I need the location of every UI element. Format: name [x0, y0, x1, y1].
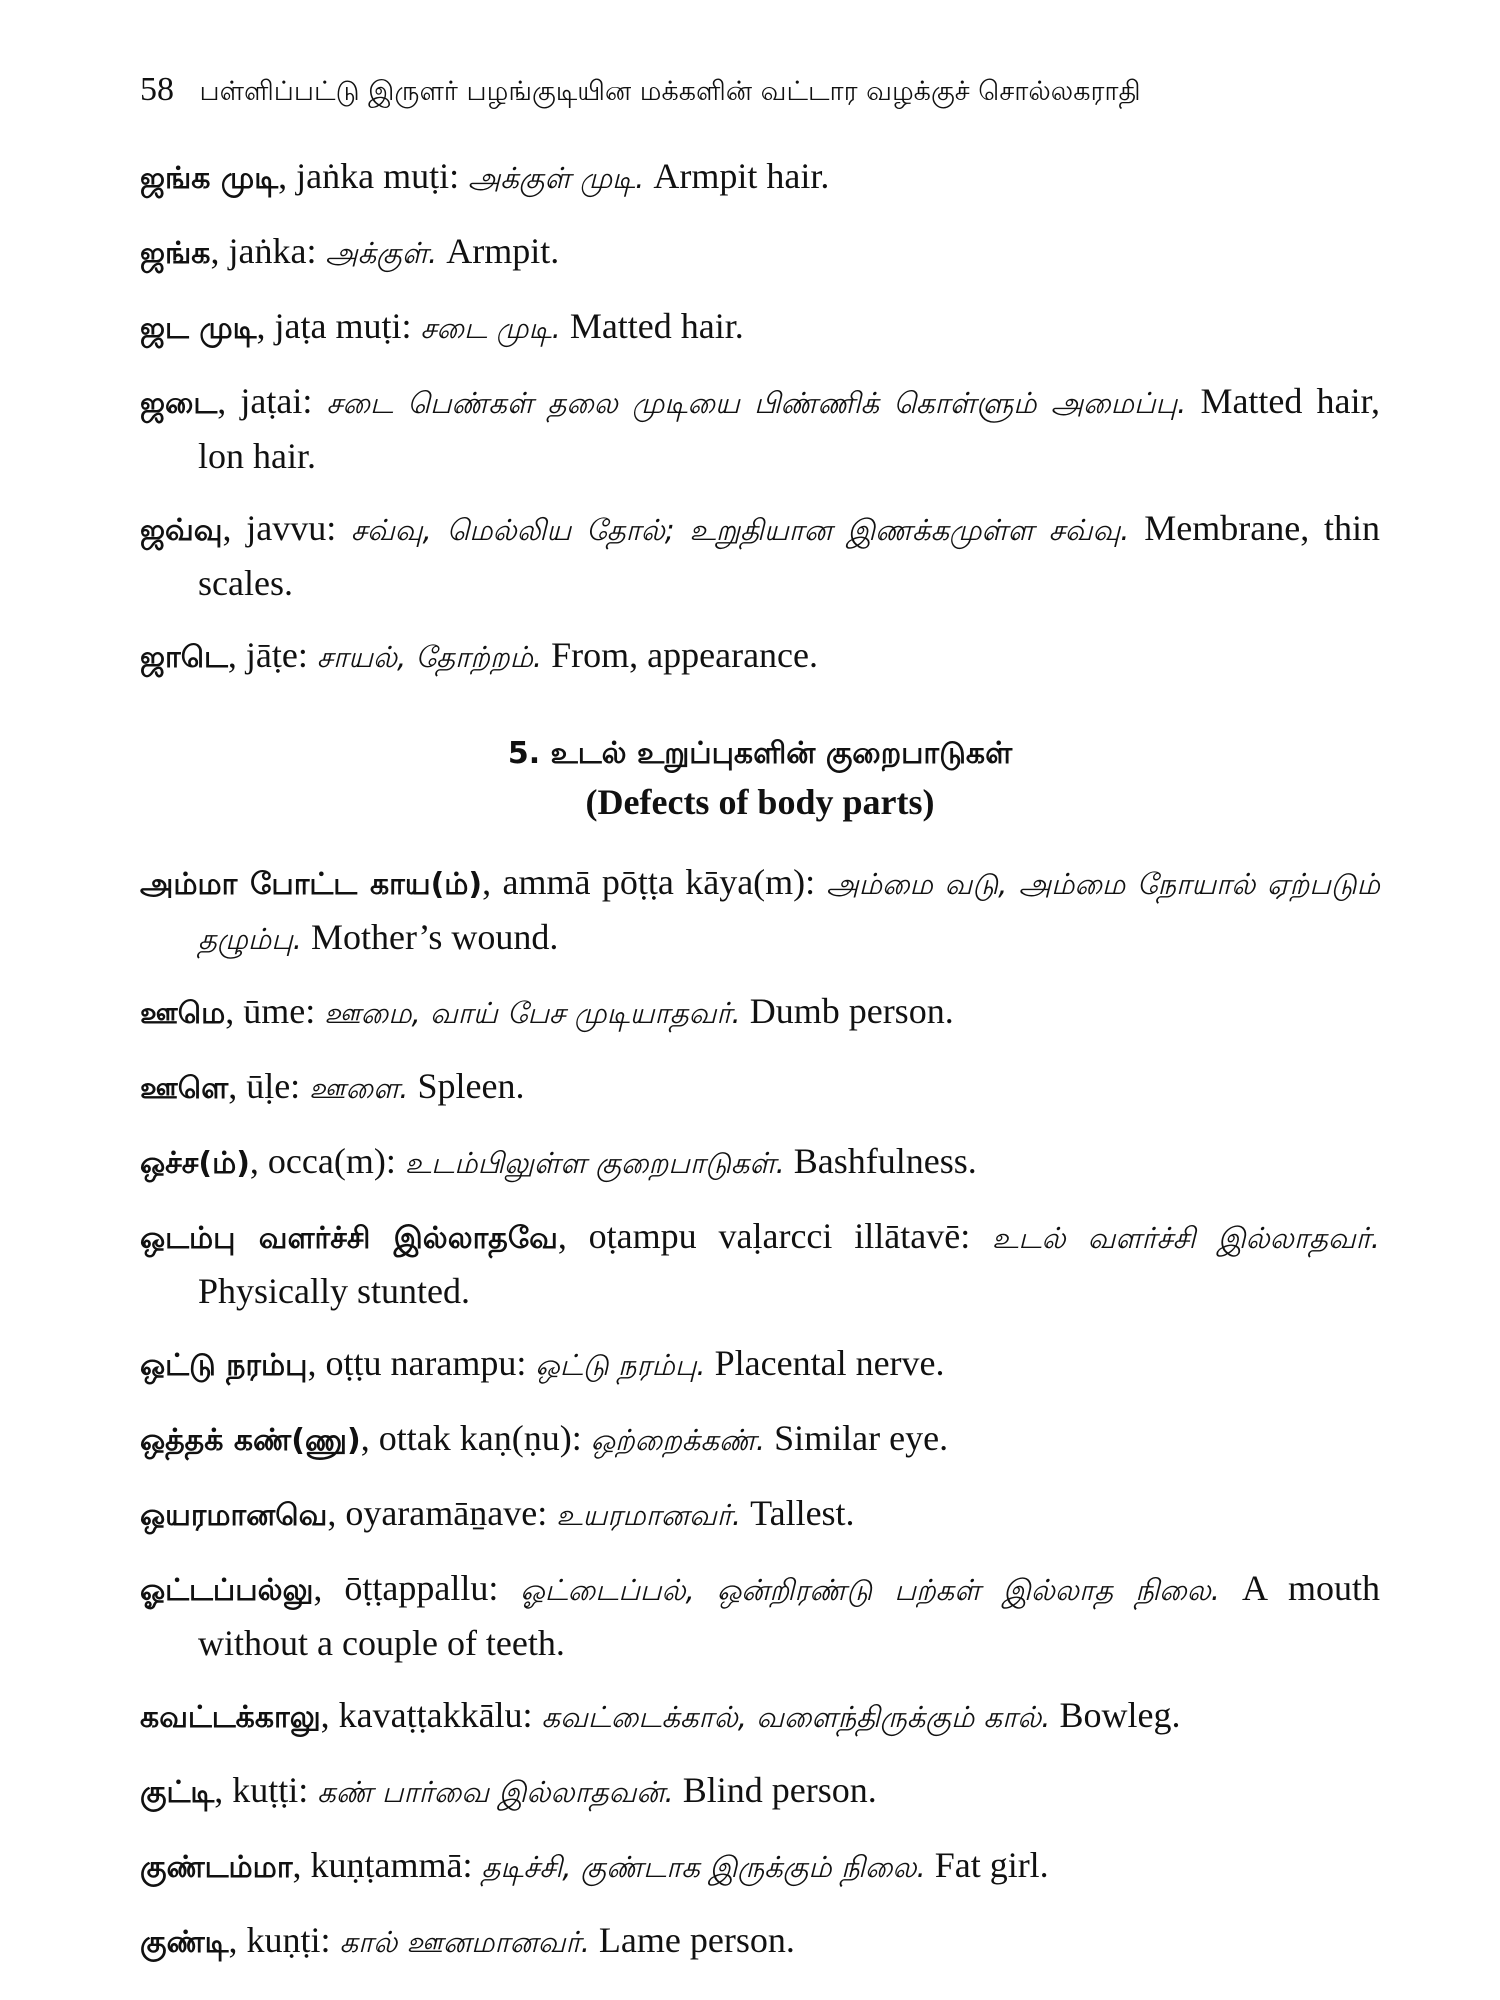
entry-transliteration: occa(m):: [267, 1141, 396, 1181]
entry-headword: ஜடை: [140, 386, 218, 421]
entry-headword: ஒத்தக் கண்(ணு): [140, 1423, 361, 1458]
dictionary-entry: ஜடை, jaṭai: சடை பெண்கள் தலை முடியை பிண்ணிக் கொள்ளும் அமைப்பு. Matted hair, lon hair.: [140, 381, 1381, 476]
entry-transliteration: ammā pōṭṭa kāya(m):: [502, 862, 816, 902]
entry-transliteration: ūme:: [243, 991, 316, 1031]
entry-list-after: [140, 856, 1380, 1969]
entry-tamil-definition: சடை முடி.: [420, 311, 561, 345]
entry-headword: ஒயரமானவெ: [140, 1498, 328, 1533]
entry-headword: ஊமெ: [140, 996, 226, 1031]
entry-headword: அம்மா போட்ட காய(ம்): [140, 867, 483, 902]
entry-english-gloss: Armpit.: [446, 231, 560, 271]
entry-tamil-definition: உடல் வளர்ச்சி இல்லாதவர்.: [992, 1221, 1380, 1255]
entry-english-gloss: Tallest.: [750, 1493, 855, 1533]
dictionary-entry: ஜங்க, jaṅka: அக்குள். Armpit.: [140, 231, 560, 271]
dictionary-entry: ஓட்டப்பல்லு, ōṭṭappallu: ஓட்டைப்பல், ஒன்றிரண்டு பற்கள் இல்லாத நிலை. A mouth without a couple of teeth.: [140, 1568, 1381, 1663]
entry-tamil-definition: ஓட்டைப்பல், ஒன்றிரண்டு பற்கள் இல்லாத நிலை.: [520, 1573, 1220, 1607]
entry-headword: கவட்டக்காலு: [140, 1700, 321, 1735]
entry-english-gloss: Spleen.: [417, 1066, 525, 1106]
entry-english-gloss: Matted hair, lon hair.: [198, 381, 1381, 476]
entry-transliteration: ūḷe:: [246, 1066, 301, 1106]
entry-tamil-definition: சாயல், தோற்றம்.: [316, 640, 543, 674]
entry-headword: ஓட்டப்பல்லு: [140, 1573, 314, 1608]
entry-tamil-definition: சடை பெண்கள் தலை முடியை பிண்ணிக் கொள்ளும் அமைப்பு.: [326, 386, 1187, 420]
entry-english-gloss: Physically stunted.: [198, 1271, 470, 1311]
entry-transliteration: kuṇṭammā:: [310, 1845, 473, 1885]
entry-english-gloss: Blind person.: [682, 1770, 877, 1810]
entry-english-gloss: A mouth without a couple of teeth.: [198, 1568, 1381, 1663]
entry-transliteration: jaṅka:: [228, 231, 317, 271]
entry-tamil-definition: உடம்பிலுள்ள குறைபாடுகள்.: [404, 1146, 785, 1180]
entry-transliteration: jaṅka muṭi:: [296, 156, 460, 196]
entry-headword: குட்டி: [140, 1775, 215, 1810]
entry-tamil-definition: ஊமை, வாய் பேச முடியாதவர்.: [324, 996, 741, 1030]
entry-english-gloss: Similar eye.: [774, 1418, 949, 1458]
entry-english-gloss: Fat girl.: [934, 1845, 1049, 1885]
entry-transliteration: ottak kaṇ(ṇu):: [378, 1418, 582, 1458]
running-title: பள்ளிப்பட்டு இருளர் பழங்குடியின மக்களின் வட்டார வழக்குச் சொல்லகராதி: [199, 76, 1141, 107]
entry-tamil-definition: உயரமானவர்.: [556, 1498, 742, 1532]
entry-headword: ஜங்க முடி: [140, 161, 279, 196]
entry-transliteration: ōṭṭappallu:: [344, 1568, 499, 1608]
entry-tamil-definition: ஒட்டு நரம்பு.: [535, 1348, 706, 1382]
entry-transliteration: kavaṭṭakkālu:: [338, 1695, 533, 1735]
dictionary-entry: குண்டி, kuṇṭi: கால் ஊனமானவர். Lame person.: [140, 1920, 795, 1960]
dictionary-entry: குட்டி, kuṭṭi: கண் பார்வை இல்லாதவன். Blind person.: [140, 1770, 877, 1810]
entry-english-gloss: Placental nerve.: [714, 1343, 945, 1383]
section-heading-english: (Defects of body parts): [585, 782, 935, 822]
page-number: 58: [140, 71, 174, 108]
entry-english-gloss: From, appearance.: [551, 635, 819, 675]
entry-tamil-definition: சவ்வு, மெல்லிய தோல்; உறுதியான இணக்கமுள்ள சவ்வு.: [350, 513, 1130, 547]
dictionary-entry: ஒட்டு நரம்பு, oṭṭu narampu: ஒட்டு நரம்பு. Placental nerve.: [140, 1343, 945, 1383]
entry-tamil-definition: தடிச்சி, குண்டாக இருக்கும் நிலை.: [481, 1850, 926, 1884]
dictionary-entry: ஜங்க முடி, jaṅka muṭi: அக்குள் முடி. Armpit hair.: [140, 156, 830, 196]
dictionary-entry: ஜவ்வு, javvu: சவ்வு, மெல்லிய தோல்; உறுதியான இணக்கமுள்ள சவ்வு. Membrane, thin scales.: [140, 508, 1380, 603]
entry-transliteration: jaṭai:: [240, 381, 313, 421]
entry-english-gloss: Mother’s wound.: [311, 917, 559, 957]
entry-headword: ஒட்டு நரம்பு: [140, 1348, 308, 1383]
entry-english-gloss: Dumb person.: [749, 991, 954, 1031]
dictionary-entry: ஒயரமானவெ, oyaramāṉave: உயரமானவர். Tallest.: [140, 1493, 855, 1533]
entry-transliteration: kuṇṭi:: [246, 1920, 331, 1960]
entry-headword: ஜவ்வு: [140, 513, 223, 548]
entry-english-gloss: Armpit hair.: [653, 156, 830, 196]
entry-transliteration: kuṭṭi:: [232, 1770, 309, 1810]
dictionary-entry: ஊளெ, ūḷe: ஊளை. Spleen.: [140, 1066, 525, 1106]
entry-english-gloss: Lame person.: [598, 1920, 795, 1960]
entry-tamil-definition: ஒற்றைக்கண்.: [590, 1423, 766, 1457]
entry-transliteration: jaṭa muṭi:: [274, 306, 412, 346]
entry-headword: ஒச்ச(ம்): [140, 1146, 250, 1181]
section-heading: [140, 730, 1380, 826]
dictionary-page: [140, 70, 1380, 1989]
dictionary-entry: ஒடம்பு வளர்ச்சி இல்லாதவே, oṭampu vaḷarcci illātavē: உடல் வளர்ச்சி இல்லாதவர். Physically stunted.: [140, 1216, 1380, 1311]
dictionary-entry: ஊமெ, ūme: ஊமை, வாய் பேச முடியாதவர். Dumb person.: [140, 991, 954, 1031]
entry-headword: குண்டி: [140, 1925, 229, 1960]
dictionary-entry: ஒத்தக் கண்(ணு), ottak kaṇ(ṇu): ஒற்றைக்கண். Similar eye.: [140, 1418, 949, 1458]
entry-headword: குண்டம்மா: [140, 1850, 293, 1885]
entry-headword: ஒடம்பு வளர்ச்சி இல்லாதவே: [140, 1221, 558, 1256]
entry-tamil-definition: அக்குள்.: [325, 236, 438, 270]
dictionary-entry: ஒச்ச(ம்), occa(m): உடம்பிலுள்ள குறைபாடுகள். Bashfulness.: [140, 1141, 977, 1181]
entry-tamil-definition: கவட்டைக்கால், வளைந்திருக்கும் கால்.: [541, 1700, 1051, 1734]
dictionary-entry: கவட்டக்காலு, kavaṭṭakkālu: கவட்டைக்கால், வளைந்திருக்கும் கால். Bowleg.: [140, 1695, 1181, 1735]
entry-tamil-definition: அம்மை வடு, அம்மை நோயால் ஏற்படும் தழும்பு.: [198, 867, 1380, 956]
entry-transliteration: javvu:: [246, 508, 337, 548]
section-heading-tamil: 5. உடல் உறுப்புகளின் குறைபாடுகள்: [507, 736, 1013, 771]
entry-tamil-definition: ஊளை.: [309, 1071, 409, 1105]
entry-english-gloss: Bowleg.: [1059, 1695, 1181, 1735]
entry-transliteration: oṭṭu narampu:: [325, 1343, 527, 1383]
entry-headword: ஜங்க: [140, 236, 211, 271]
entry-tamil-definition: கால் ஊனமானவர்.: [339, 1925, 590, 1959]
dictionary-entry: அம்மா போட்ட காய(ம்), ammā pōṭṭa kāya(m): அம்மை வடு, அம்மை நோயால் ஏற்படும் தழும்பு. Mother’s wound.: [140, 862, 1380, 957]
entry-headword: ஜாடெ: [140, 640, 228, 675]
entry-list-before: [140, 150, 1380, 684]
entry-transliteration: jāṭe:: [245, 635, 308, 675]
dictionary-entry: குண்டம்மா, kuṇṭammā: தடிச்சி, குண்டாக இருக்கும் நிலை. Fat girl.: [140, 1845, 1049, 1885]
dictionary-entry: ஜாடெ, jāṭe: சாயல், தோற்றம். From, appearance.: [140, 635, 819, 675]
entry-english-gloss: Membrane, thin scales.: [198, 508, 1380, 603]
entry-transliteration: oyaramāṉave:: [345, 1493, 548, 1533]
entry-transliteration: oṭampu vaḷarcci illātavē:: [588, 1216, 971, 1256]
dictionary-entry: ஜட முடி, jaṭa muṭi: சடை முடி. Matted hair.: [140, 306, 744, 346]
entry-headword: ஊளெ: [140, 1071, 229, 1106]
entry-english-gloss: Matted hair.: [569, 306, 744, 346]
entry-english-gloss: Bashfulness.: [793, 1141, 977, 1181]
running-header: [140, 70, 1380, 112]
entry-tamil-definition: கண் பார்வை இல்லாதவன்.: [317, 1775, 674, 1809]
entry-headword: ஜட முடி: [140, 311, 257, 346]
entry-tamil-definition: அக்குள் முடி.: [468, 161, 645, 195]
